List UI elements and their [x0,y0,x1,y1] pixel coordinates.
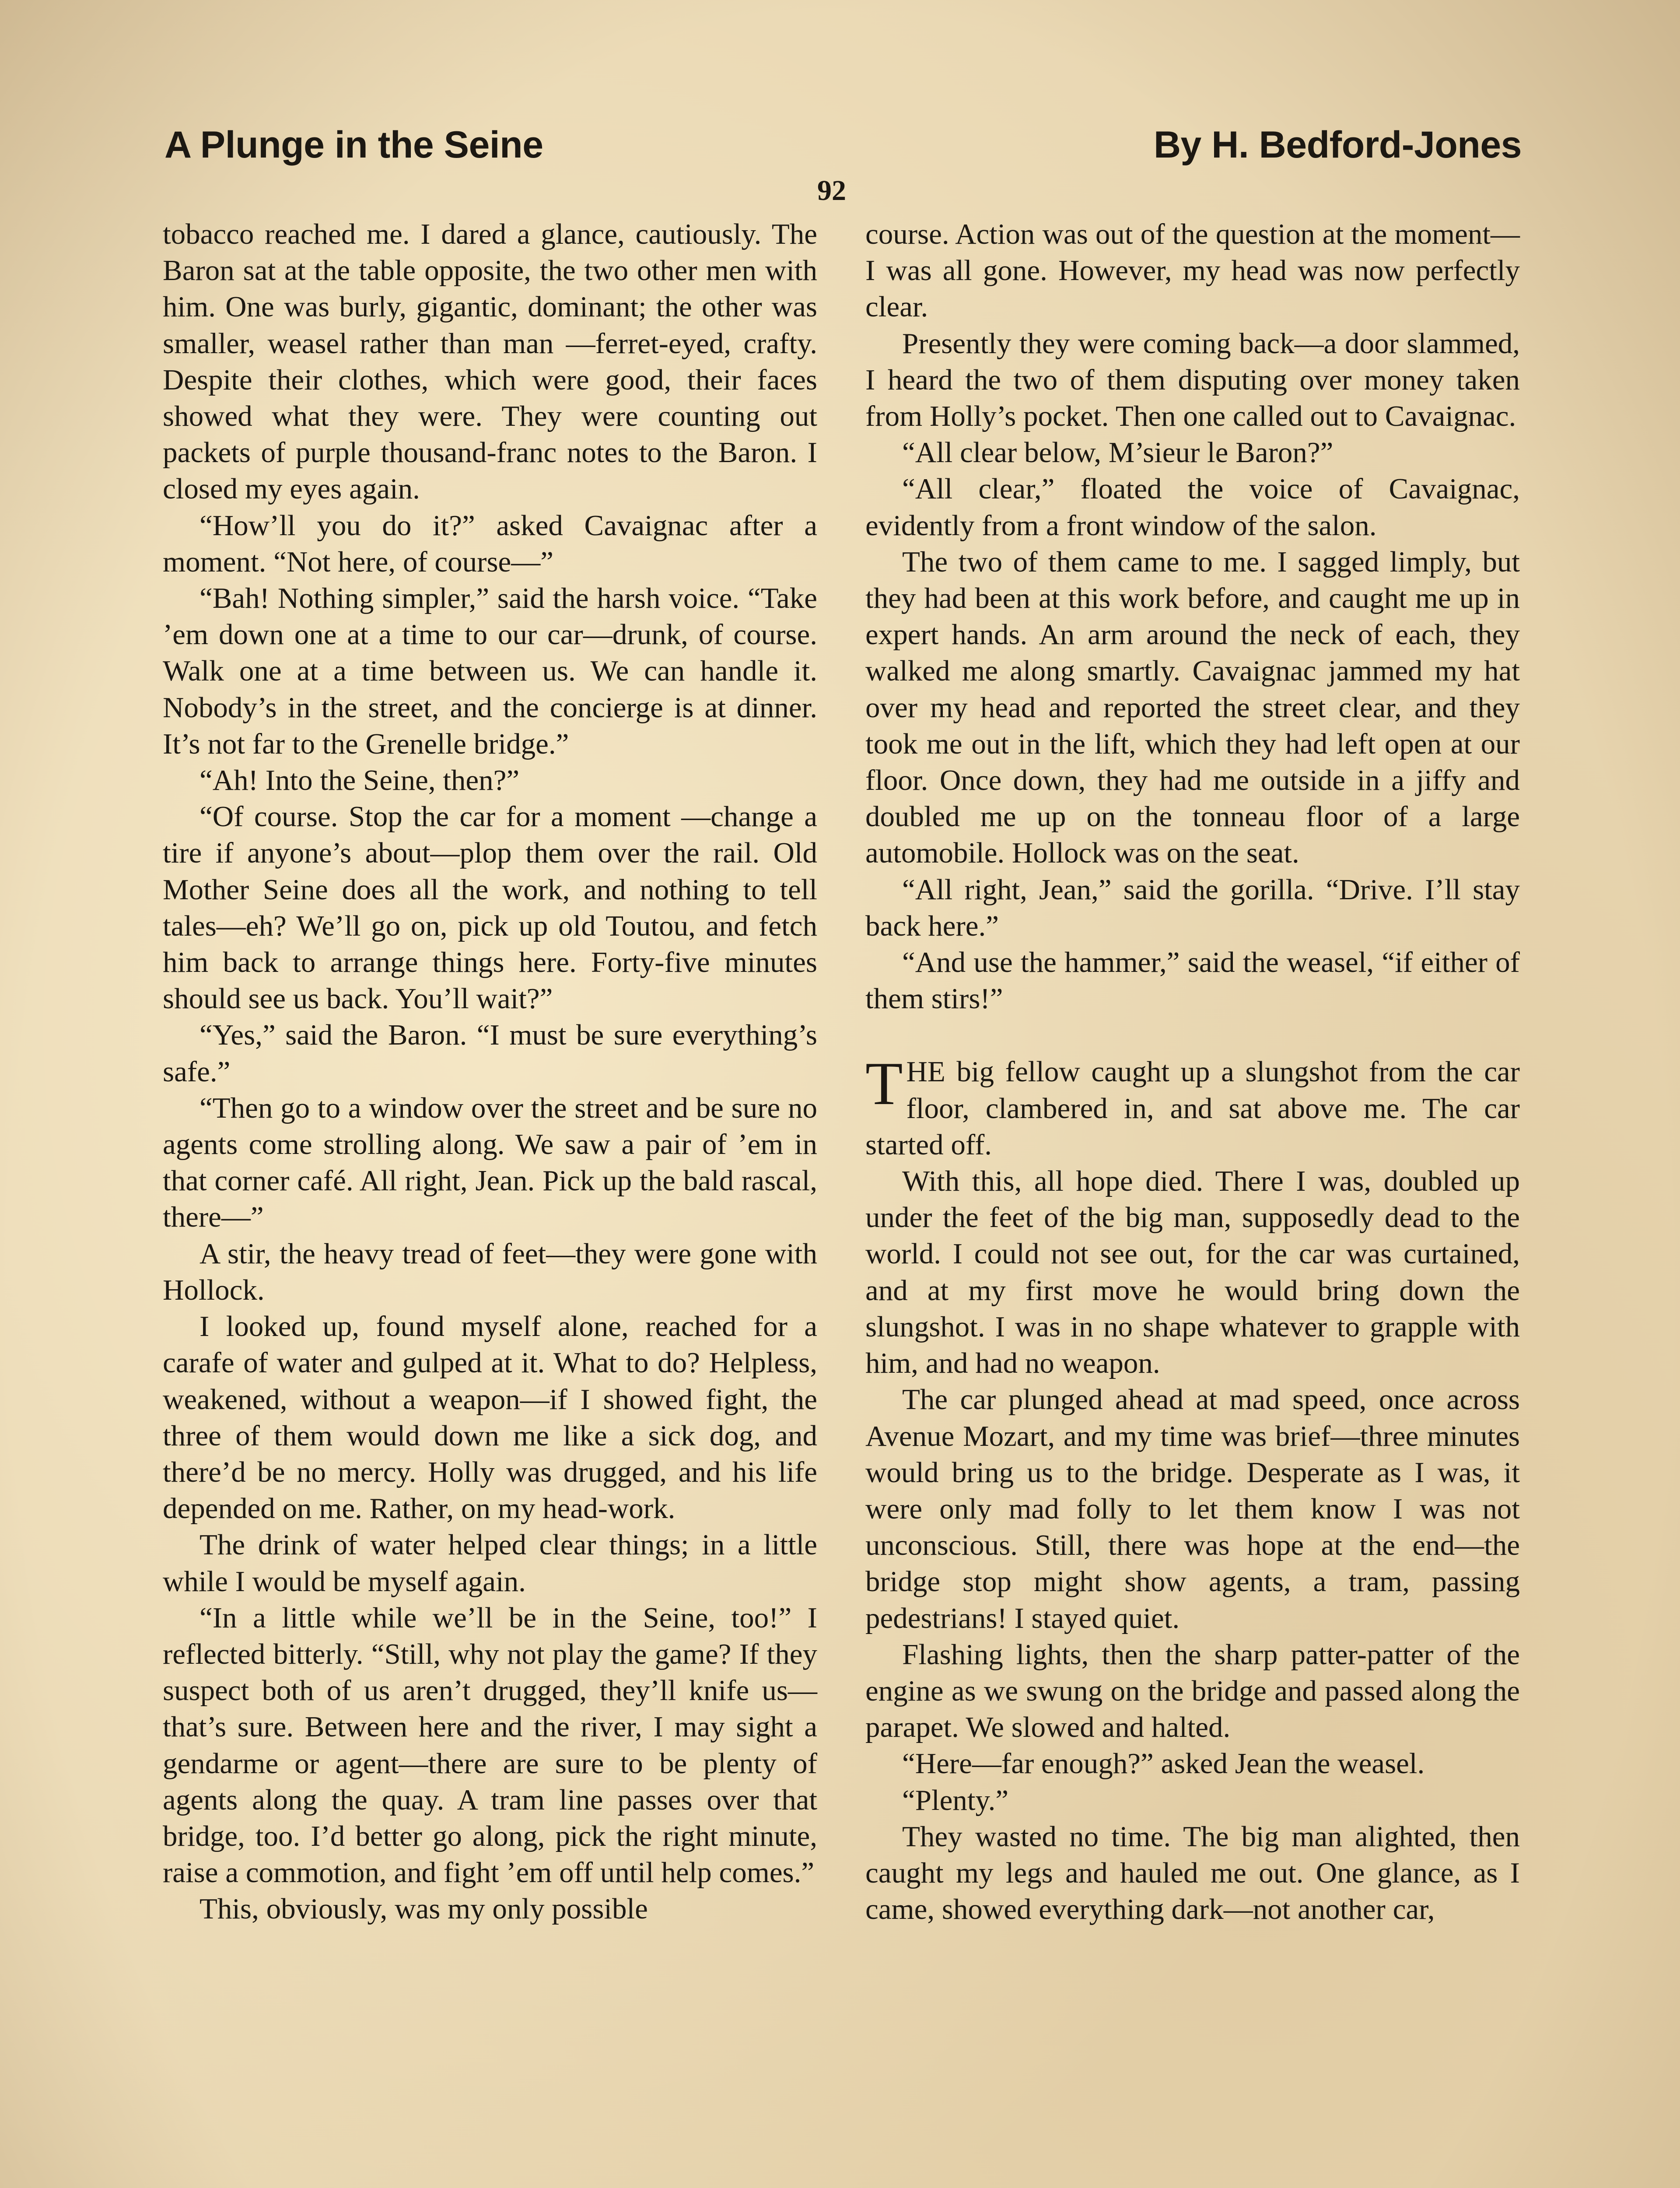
paragraph-text: This, obviously, was my only possible [200,1893,648,1925]
paragraph-text: “Of course. Stop the car for a moment —change a tire if anyone’s about—plop them over the rail. Old Mother Seine does all the work, and nothing to tell tales—eh? We’ll go on, pick up old Toutou, and fetch him back to arrange things here. Forty-five minutes should see us back. You’ll wait?” [163,800,817,1015]
paragraph-text: “All clear below, M’sieur le Baron?” [902,436,1334,469]
paragraph-text: tobacco reached me. I dared a glance, cautiously. The Baron sat at the table opposite, the two other men with him. One was burly, gigantic, dominant; the other was smaller, weasel rather than man —ferret-eyed, crafty. Despite their clothes, which were good, their faces showed what they were. They were counting out packets of purple thousand-franc notes to the Baron. I closed my eyes again. [163,218,817,505]
paragraph-text: “Yes,” said the Baron. “I must be sure everything’s safe.” [163,1019,817,1088]
paragraph [865,326,1520,435]
right-text-column [865,216,1520,1928]
paragraph [163,1017,817,1090]
paragraph [865,1163,1520,1382]
paragraph [865,872,1520,944]
paragraph [163,762,817,799]
story-title: A Plunge in the Seine [164,124,543,166]
paragraph [163,580,817,762]
paragraph-text: “And use the hammer,” said the weasel, “if either of them stirs!” [865,946,1520,1015]
paragraph-text: I looked up, found myself alone, reached for a carafe of water and gulped at it. What to do? Helpless, weakened, without a weapon—if I showed fight, the three of them would down me like a sick dog, and there’d be no mercy. Holly was drugged, and his life depended on me. Rather, on my head-work. [163,1310,817,1525]
paragraph [865,544,1520,872]
paragraph-text: “Here—far enough?” asked Jean the weasel. [902,1747,1425,1780]
paragraph-text: Presently they were coming back—a door slammed, I heard the two of them disputing over money taken from Holly’s pocket. Then one called out to Cavaignac. [865,327,1520,433]
paragraph [163,1600,817,1891]
paragraph [163,216,817,508]
paragraph-text: The drink of water helped clear things; in a little while I would be myself again. [163,1529,817,1598]
paragraph [163,508,817,580]
paragraph [163,1236,817,1308]
paragraph-text: “In a little while we’ll be in the Seine, too!” I reflected bitterly. “Still, why not play the game? If they suspect both of us aren’t drugged, they’ll knife us—that’s sure. Between here and the river, I may sight a gendarme or agent—there are sure to be plenty of agents along the quay. A tram line passes over that bridge, too. I’d better go along, pick the right minute, raise a commotion, and fight ’em off until help comes.” [163,1601,817,1889]
paragraph [163,1090,817,1236]
paragraph [163,1891,817,1927]
paragraph-text: “Plenty.” [902,1784,1009,1816]
paragraph-text: The two of them came to me. I sagged limply, but they had been at this work before, and caught me up in expert hands. An arm around the neck of each, they walked me along smartly. Cavaignac jammed my hat over my head and reported the street clear, and they took me out in the lift, which they had left open at our floor. Once down, they had me outside in a jiffy and doubled me up on the tonneau floor of a large automobile. Hollock was on the seat. [865,545,1520,870]
paragraph-text: “Bah! Nothing simpler,” said the harsh voice. “Take ’em down one at a time to our car—drunk, of course. Walk one at a time between us. We can handle it. Nobody’s in the street, and the concierge is at dinner. It’s not far to the Grenelle bridge.” [163,582,817,760]
paragraph-text: “All clear,” floated the voice of Cavaignac, evidently from a front window of the salon. [865,473,1520,542]
paragraph-text: With this, all hope died. There I was, doubled up under the feet of the big man, supposedly dead to the world. I could not see out, for the car was curtained, and at my first move he would bring down the slungshot. I was in no shape whatever to grapple with him, and had no weapon. [865,1165,1520,1380]
paragraph-text: “How’ll you do it?” asked Cavaignac after a moment. “Not here, of course—” [163,509,817,578]
paragraph [163,799,817,1017]
paragraph [865,1050,1520,1163]
paragraph [865,944,1520,1017]
paragraph-text: “All right, Jean,” said the gorilla. “Drive. I’ll stay back here.” [865,873,1520,942]
paragraph-text: A stir, the heavy tread of feet—they were gone with Hollock. [163,1237,817,1306]
paragraph-text: Flashing lights, then the sharp patter-patter of the engine as we swung on the bridge and passed along the parapet. We slowed and halted. [865,1638,1520,1744]
paragraph-text: They wasted no time. The big man alighted, then caught my legs and hauled me out. One glance, as I came, showed everything dark—not another car, [865,1820,1520,1926]
paragraph [163,1527,817,1599]
paragraph [865,1782,1520,1819]
page-number: 92 [817,175,846,207]
paragraph [865,1637,1520,1746]
paragraph [865,471,1520,543]
paragraph [865,1382,1520,1636]
paragraph-text: HE big fellow caught up a slungshot from the car floor, clambered in, and sat above me. The car started off. [865,1055,1520,1161]
left-text-column [163,216,817,1928]
drop-cap: T [865,1050,903,1118]
paragraph-text: “Then go to a window over the street and be sure no agents come strolling along. We saw a pair of ’em in that corner café. All right, Jean. Pick up the bald rascal, there—” [163,1091,817,1234]
paragraph-text: “Ah! Into the Seine, then?” [200,764,520,797]
paragraph [865,1819,1520,1928]
paragraph [163,1308,817,1527]
paragraph [865,1746,1520,1782]
paragraph [865,435,1520,471]
paragraph [865,216,1520,326]
paragraph-text: course. Action was out of the question at the moment—I was all gone. However, my head was now perfectly clear. [865,218,1520,323]
paragraph-text: The car plunged ahead at mad speed, once across Avenue Mozart, and my time was brief—three minutes would bring us to the bridge. Desperate as I was, it were only mad folly to let them know I was not unconscious. Still, there was hope at the end—the bridge stop might show agents, a tram, passing pedestrians! I stayed quiet. [865,1383,1520,1634]
author-byline: By H. Bedford-Jones [1153,124,1522,166]
